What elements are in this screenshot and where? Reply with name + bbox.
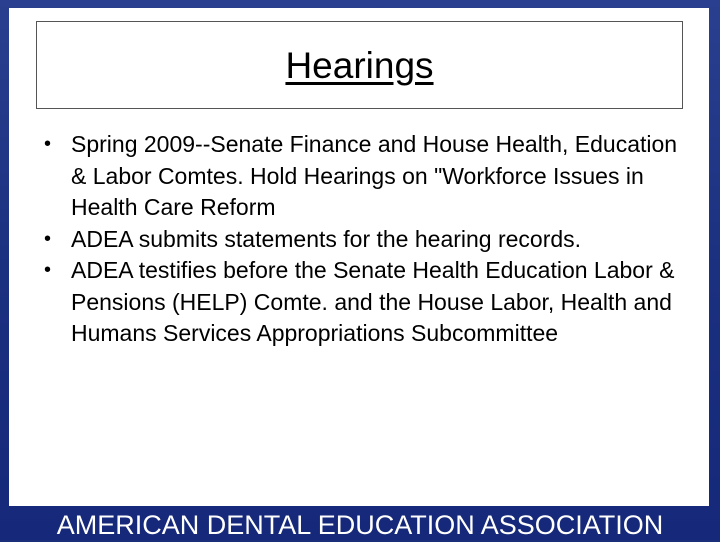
bullet-text: Spring 2009--Senate Finance and House Health, Education & Labor Comtes. Hold Hearings on "Workforce Issues in Health Care Reform: [71, 131, 678, 220]
bullet-text: ADEA testifies before the Senate Health Education Labor & Pensions (HELP) Comte. and the House Labor, Health and Humans Services Appropriations Subcommittee: [71, 257, 675, 346]
title-box: [36, 21, 683, 109]
bullet-marker: •: [44, 259, 52, 281]
footer-organization-name: AMERICAN DENTAL EDUCATION ASSOCIATION: [56, 510, 664, 540]
slide-title: Hearings: [285, 45, 434, 86]
bullet-item: [44, 224, 694, 256]
bullet-list: [44, 129, 694, 350]
bullet-marker: •: [44, 133, 52, 155]
bullet-item: [44, 129, 694, 224]
bullet-marker: •: [44, 227, 52, 250]
bullet-item: [44, 255, 694, 350]
bullet-text: ADEA submits statements for the hearing records.: [71, 225, 582, 252]
